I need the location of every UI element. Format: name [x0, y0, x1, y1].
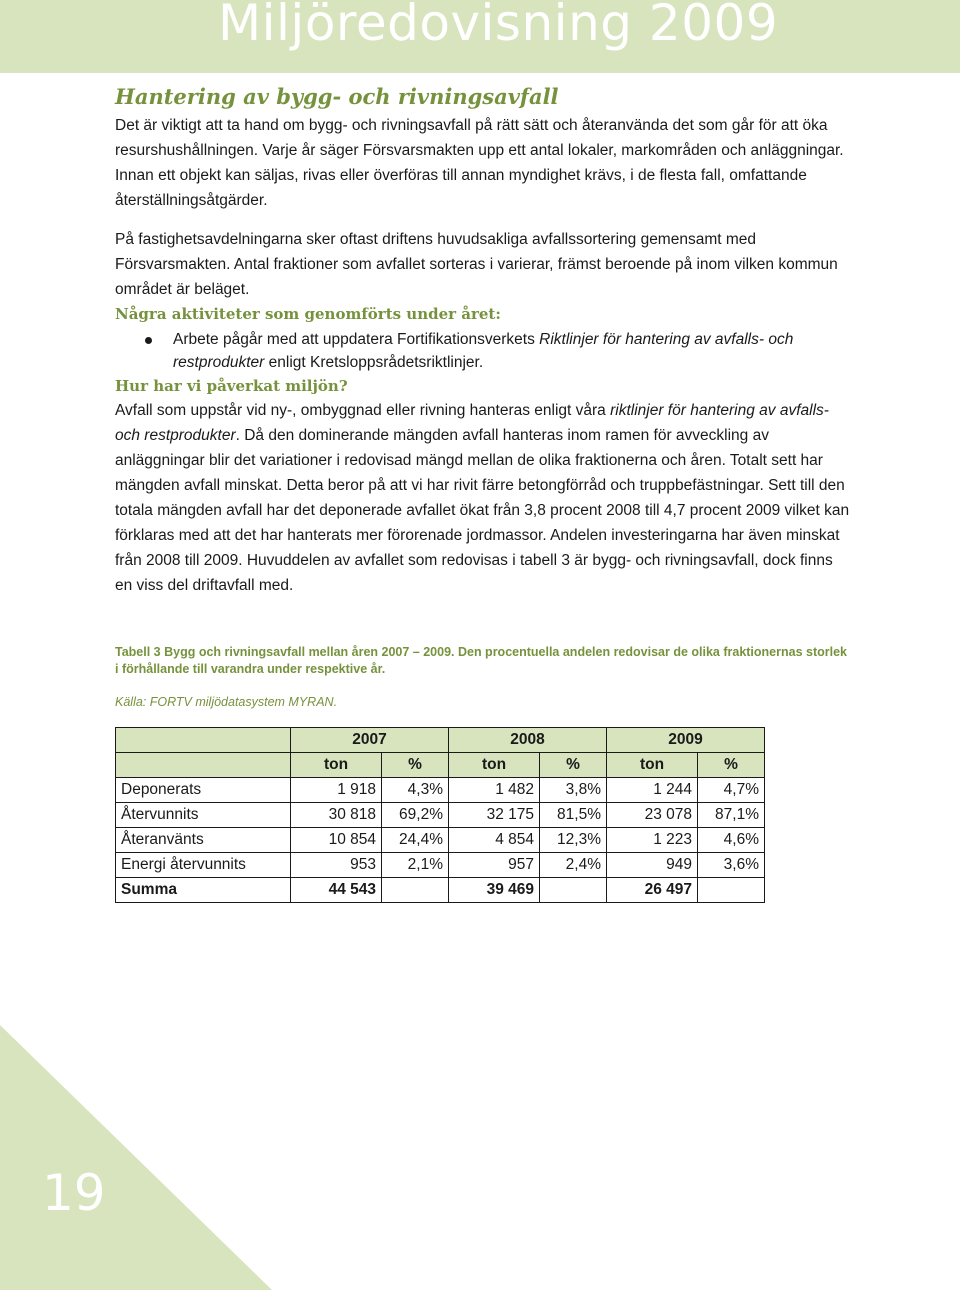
unit-header: ton [607, 753, 698, 778]
table-cell: 957 [449, 853, 540, 878]
page-title: Miljöredovisning 2009 [218, 0, 779, 52]
table-row [116, 778, 765, 803]
section-title: Hantering av bygg- och rivningsavfall [115, 84, 559, 109]
row-label: Energi återvunnits [116, 853, 291, 878]
table-row [116, 803, 765, 828]
table-cell: 2,1% [382, 853, 449, 878]
table-cell: 1 244 [607, 778, 698, 803]
unit-header: % [540, 753, 607, 778]
table-cell: 23 078 [607, 803, 698, 828]
table-row [116, 853, 765, 878]
table-cell: 30 818 [291, 803, 382, 828]
table-cell: 26 497 [607, 878, 698, 903]
impact-paragraph [115, 398, 850, 598]
bullet-text-italic: Riktlinjer för hantering av avfalls- och restprodukter [173, 331, 794, 371]
header-blank-cell [116, 728, 291, 753]
impact-heading: Hur har vi påverkat miljön? [115, 377, 348, 395]
table-caption: Tabell 3 Bygg och rivningsavfall mellan åren 2007 – 2009. Den procentuella andelen redovisar de olika fraktionernas storlek i förhållande till varandra under respektive år. [115, 645, 847, 676]
corner-triangle-shape [0, 1025, 272, 1290]
list-item [115, 328, 850, 374]
row-label: Återanvänts [116, 828, 291, 853]
year-header: 2009 [607, 728, 765, 753]
table-cell: 1 918 [291, 778, 382, 803]
activities-heading: Några aktiviteter som genomförts under året: [115, 305, 501, 323]
bullet-text-start: Arbete pågår med att uppdatera Fortifikationsverkets [173, 331, 540, 348]
impact-text-italic: riktlinjer för hantering av avfalls- och restprodukter [115, 402, 829, 444]
table-cell: 24,4% [382, 828, 449, 853]
table-cell: 44 543 [291, 878, 382, 903]
table-cell: 4 854 [449, 828, 540, 853]
table-cell: 2,4% [540, 853, 607, 878]
row-label: Summa [116, 878, 291, 903]
header-band [0, 0, 960, 73]
table-cell: 3,6% [698, 853, 765, 878]
row-label: Deponerats [116, 778, 291, 803]
header-blank-cell [116, 753, 291, 778]
bullet-icon [145, 337, 152, 344]
unit-header: ton [449, 753, 540, 778]
table-row [116, 828, 765, 853]
main-content [115, 84, 850, 903]
table-cell: 4,7% [698, 778, 765, 803]
activities-list [115, 328, 850, 374]
corner-decoration [0, 1025, 280, 1290]
table-header-units [116, 753, 765, 778]
table-cell: 81,5% [540, 803, 607, 828]
waste-table [115, 727, 765, 903]
table-cell: 4,3% [382, 778, 449, 803]
impact-text-end: . Då den dominerande mängden avfall hanteras inom ramen för avveckling av anläggningar blir det variationer i redovisad mängd mellan de olika fraktionerna och åren. Totalt sett har mängden avfall minskat. Detta beror på att vi har rivit färre betongförråd och truppbefästningar. Sett till den totala mängden avfall har det deponerade avfallet ökat från 3,8 procent 2008 till 4,7 procent 2009 vilket kan förklaras med att det har hanterats mer förorenade jordmassor. Andelen investeringarna har även minskat från 2008 till 2009. Huvuddelen av avfallet som redovisas i tabell 3 är bygg- och rivningsavfall, dock finns en viss del driftavfall med. [115, 427, 850, 594]
table-cell: 10 854 [291, 828, 382, 853]
bullet-text-end: enligt Kretsloppsrådetsriktlinjer. [264, 354, 484, 371]
table-header-years [116, 728, 765, 753]
table-row-total [116, 878, 765, 903]
table-cell: 69,2% [382, 803, 449, 828]
table-cell: 1 223 [607, 828, 698, 853]
table-cell: 949 [607, 853, 698, 878]
year-header: 2008 [449, 728, 607, 753]
impact-text-start: Avfall som uppstår vid ny-, ombyggnad eller rivning hanteras enligt våra [115, 402, 611, 419]
year-header: 2007 [291, 728, 449, 753]
row-label: Återvunnits [116, 803, 291, 828]
intro-paragraph: Det är viktigt att ta hand om bygg- och rivningsavfall på rätt sätt och återanvända det som går för att öka resurshushållningen. Varje år säger Försvarsmakten upp ett antal lokaler, markområden och anläggningar. Innan ett objekt kan säljas, rivas eller överföras till annan myndighet krävs, i de flesta fall, omfattande återställningsåtgärder. [115, 117, 844, 209]
table-cell: 12,3% [540, 828, 607, 853]
table-cell: 87,1% [698, 803, 765, 828]
unit-header: % [382, 753, 449, 778]
table-cell: 953 [291, 853, 382, 878]
table-source: Källa: FORTV miljödatasystem MYRAN. [115, 695, 338, 709]
sorting-paragraph: På fastighetsavdelningarna sker oftast driftens huvudsakliga avfallssortering gemensamt med Försvarsmakten. Antal fraktioner som avfallet sorteras i varierar, främst beroende på inom vilken kommun området är beläget. [115, 231, 838, 298]
table-cell: 32 175 [449, 803, 540, 828]
table-cell [698, 878, 765, 903]
table-cell: 39 469 [449, 878, 540, 903]
page-number: 19 [42, 1164, 106, 1222]
table-cell: 3,8% [540, 778, 607, 803]
table-cell: 4,6% [698, 828, 765, 853]
table-cell: 1 482 [449, 778, 540, 803]
table-cell [382, 878, 449, 903]
unit-header: % [698, 753, 765, 778]
unit-header: ton [291, 753, 382, 778]
table-cell [540, 878, 607, 903]
